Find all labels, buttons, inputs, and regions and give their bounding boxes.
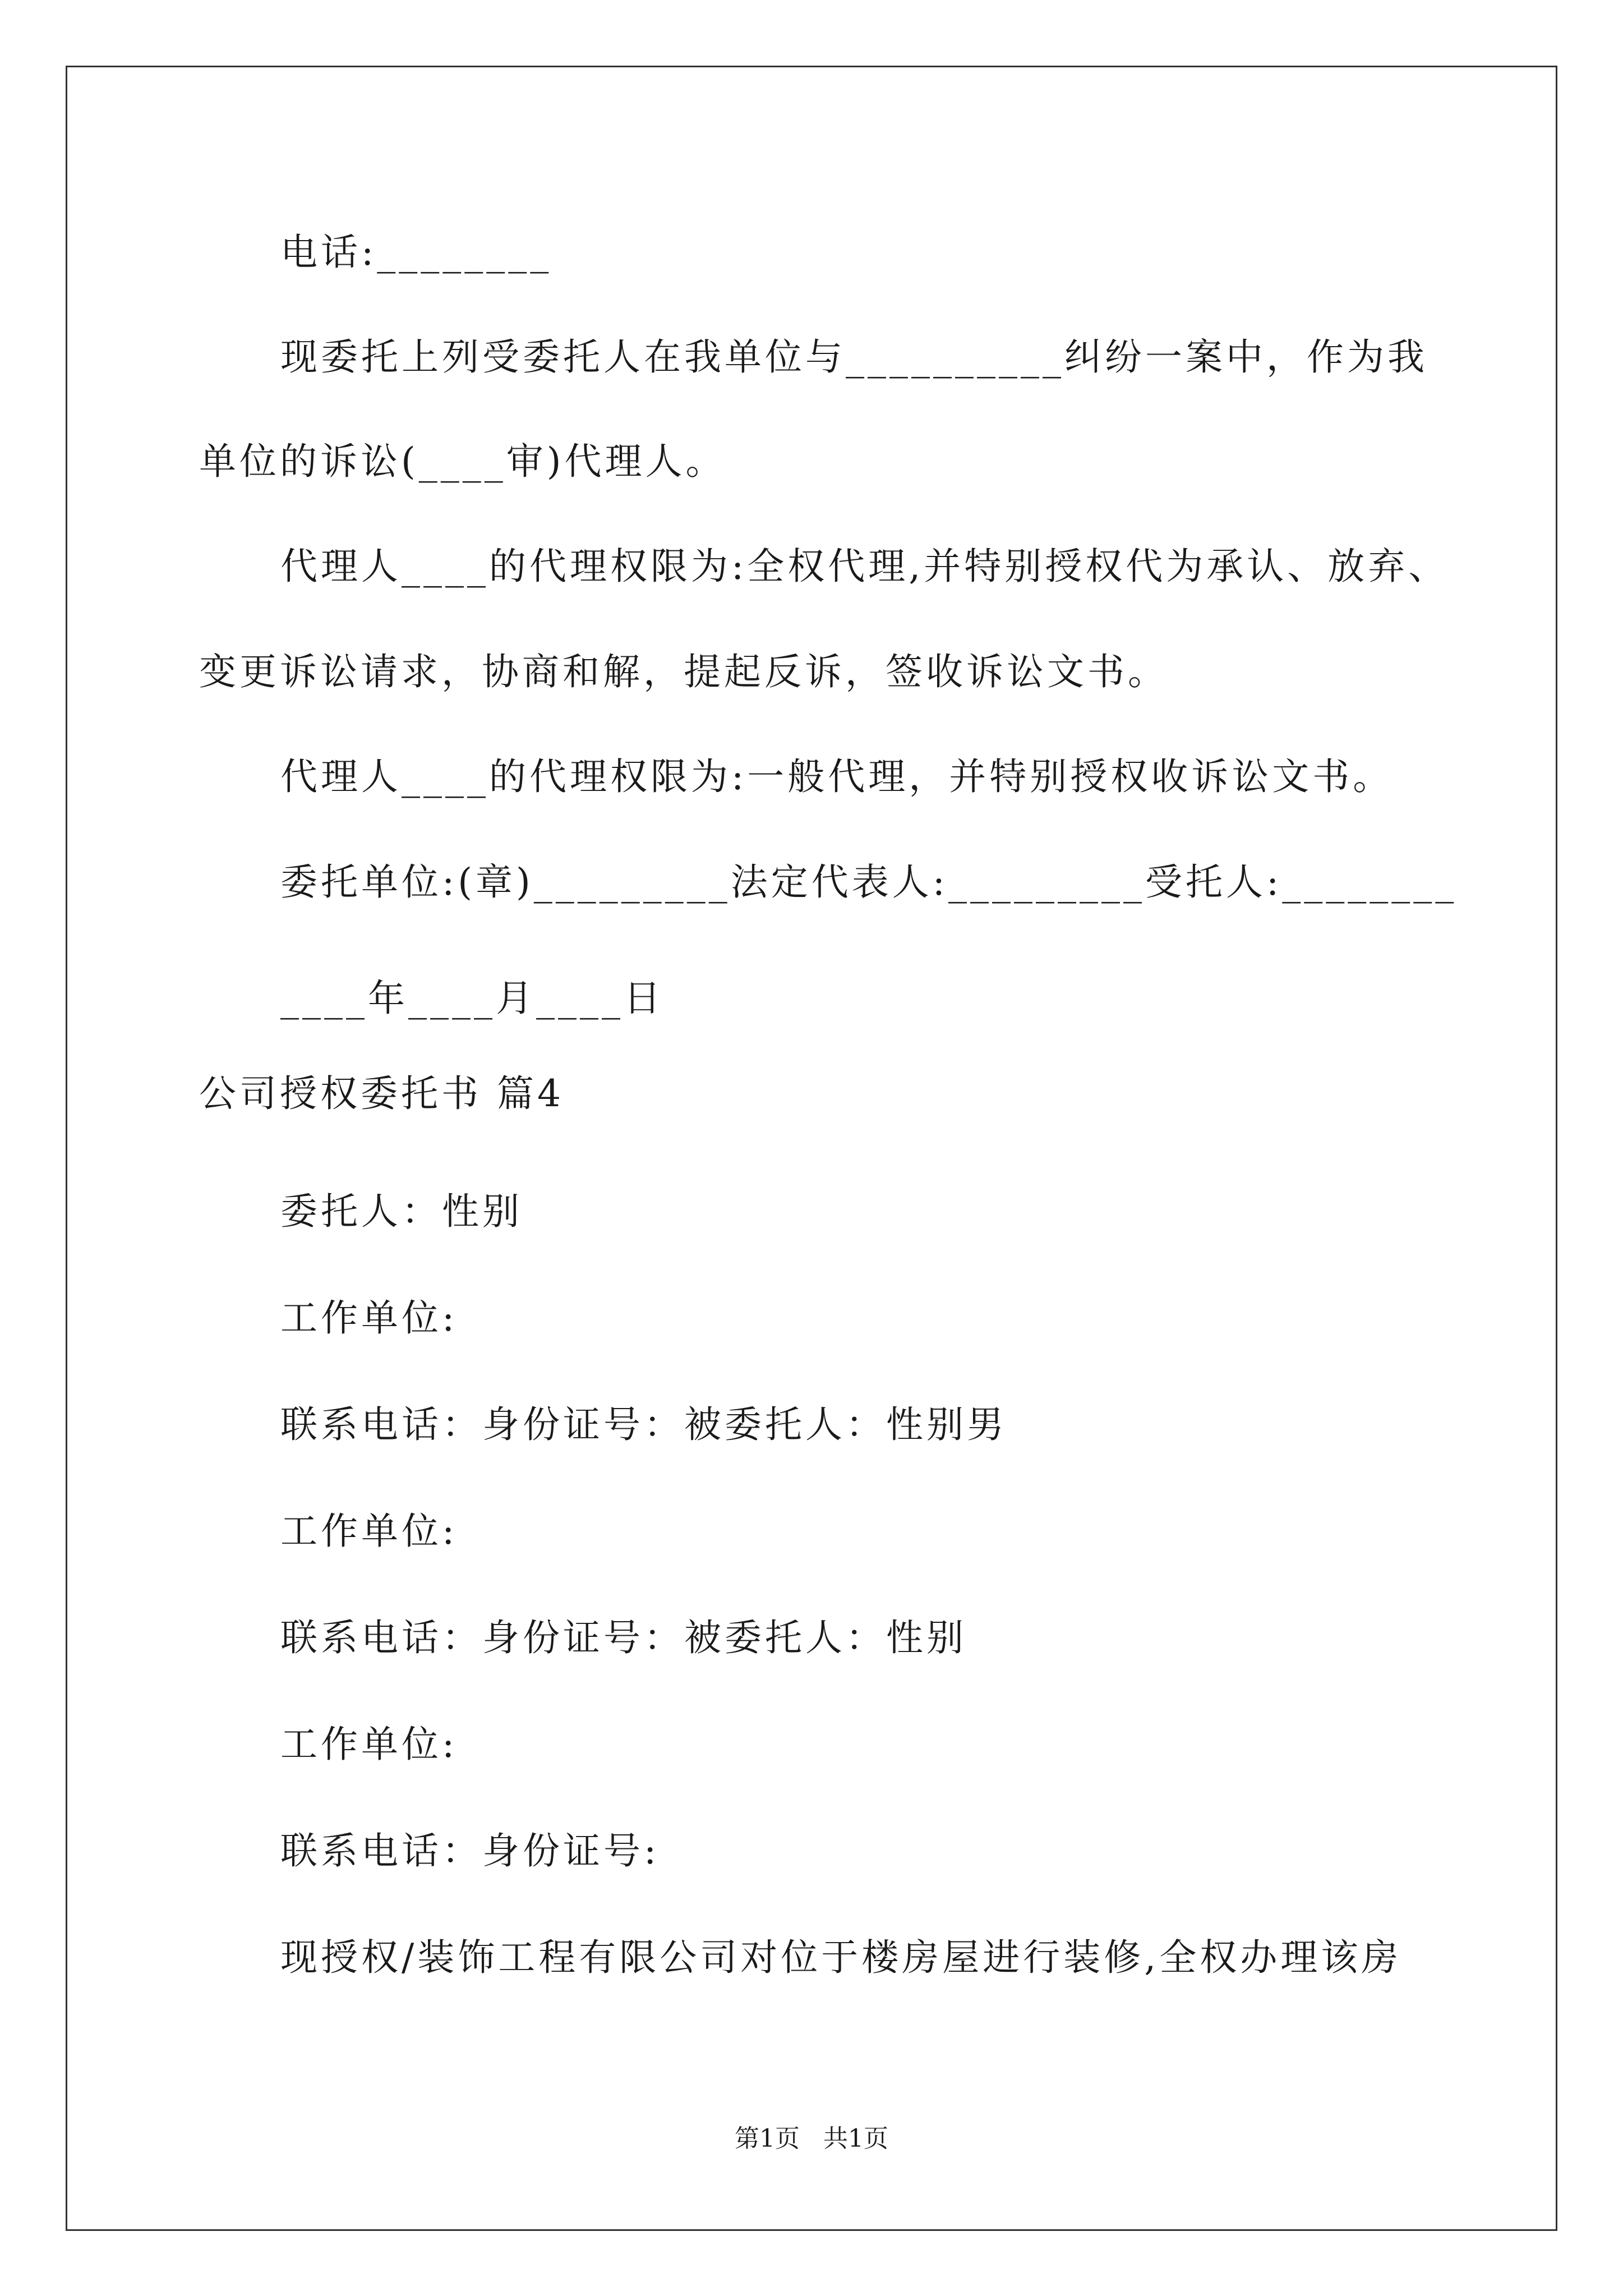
- signature-line: 委托单位:(章)_________法定代表人:_________受托人:________: [280, 861, 1458, 904]
- date-line: ____年____月____日: [280, 977, 664, 1020]
- principal-line: 委托人：性别: [280, 1190, 523, 1233]
- section-heading: 公司授权委托书 篇4: [199, 1072, 564, 1115]
- general-authority-line: 代理人____的代理权限为:一般代理，并特别授权收诉讼文书。: [280, 755, 1394, 798]
- contact-line-2: 联系电话：身份证号：被委托人：性别: [280, 1616, 967, 1659]
- entrust-paragraph-line-2: 单位的诉讼(____审)代理人。: [199, 440, 726, 483]
- full-authority-line-2: 变更诉讼请求，协商和解，提起反诉，签收诉讼文书。: [199, 650, 1168, 693]
- contact-line-1: 联系电话：身份证号：被委托人：性别男: [280, 1403, 1007, 1446]
- work-unit-line-3: 工作单位:: [280, 1723, 458, 1766]
- work-unit-line-1: 工作单位:: [280, 1296, 458, 1340]
- entrust-paragraph-line-1: 现委托上列受委托人在我单位与__________纠纷一案中，作为我: [280, 335, 1428, 379]
- authorization-line: 现授权/装饰工程有限公司对位于楼房屋进行装修,全权办理该房: [280, 1936, 1402, 1979]
- work-unit-line-2: 工作单位:: [280, 1510, 458, 1553]
- page-border: [66, 66, 1557, 2231]
- contact-line-3: 联系电话：身份证号:: [280, 1829, 660, 1872]
- phone-line: 电话:________: [280, 231, 552, 274]
- page-footer: 第1页 共1页: [735, 2124, 888, 2153]
- full-authority-line-1: 代理人____的代理权限为:全权代理,并特别授权代为承认、放弃、: [280, 545, 1449, 588]
